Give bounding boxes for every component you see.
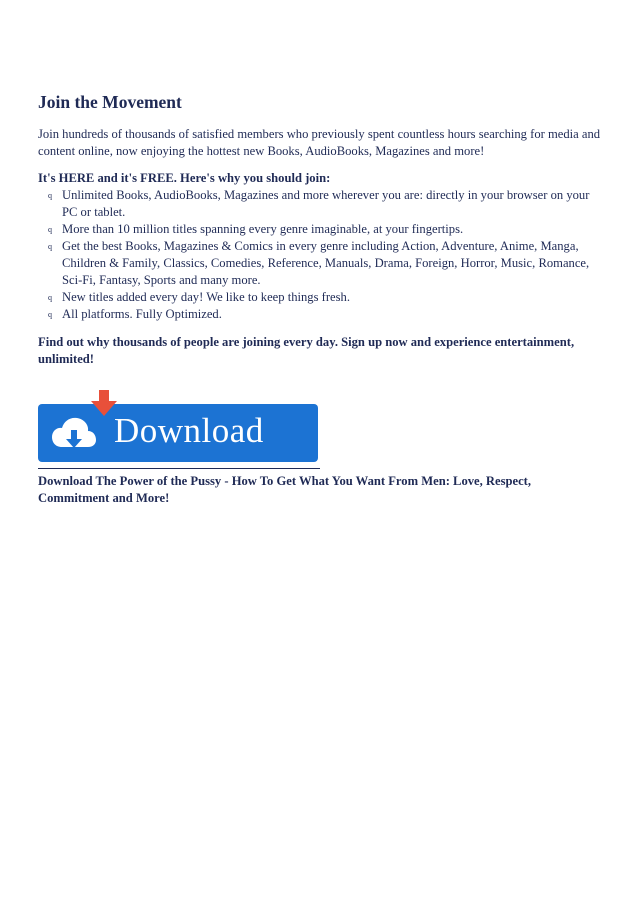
bullet-icon: q [48,293,52,302]
why-join-heading: It's HERE and it's FREE. Here's why you should join: [38,171,331,185]
divider [38,468,320,469]
arrow-down-icon [90,390,118,418]
benefits-list [38,187,604,323]
list-item: q Get the best Books, Magazines & Comics in every genre including Action, Adventure, Anime, Manga, Children & Family, Classics, Comedies, Reference, Manuals, Drama, Foreign, Horror, Music, Romance, Sci-Fi, Fantasy, Sports and many more. [48,239,590,287]
download-button[interactable] [38,404,318,462]
bullet-icon: q [48,310,52,319]
list-item: q More than 10 million titles spanning every genre imaginable, at your fingertips. [48,222,464,236]
bullet-icon: q [48,225,52,234]
download-area [38,390,320,456]
call-to-action: Find out why thousands of people are joining every day. Sign up now and experience entertainment, unlimited! [38,335,575,366]
list-item: q New titles added every day! We like to keep things fresh. [48,290,350,304]
bullet-icon: q [48,191,52,200]
download-button-label: Download [114,411,264,450]
list-item: q Unlimited Books, AudioBooks, Magazines and more wherever you are: directly in your browser on your PC or tablet. [48,188,590,219]
intro-paragraph: Join hundreds of thousands of satisfied members who previously spent countless hours searching for media and content online, now enjoying the hottest new Books, AudioBooks, Magazines and more! [38,127,601,158]
page-content [38,92,604,507]
page-title: Join the Movement [38,92,182,112]
book-title-link[interactable]: Download The Power of the Pussy - How To Get What You Want From Men: Love, Respect, Commitment and More! [38,474,532,505]
bullet-icon: q [48,242,52,251]
cloud-download-icon [52,417,96,451]
list-item: q All platforms. Fully Optimized. [48,307,222,321]
